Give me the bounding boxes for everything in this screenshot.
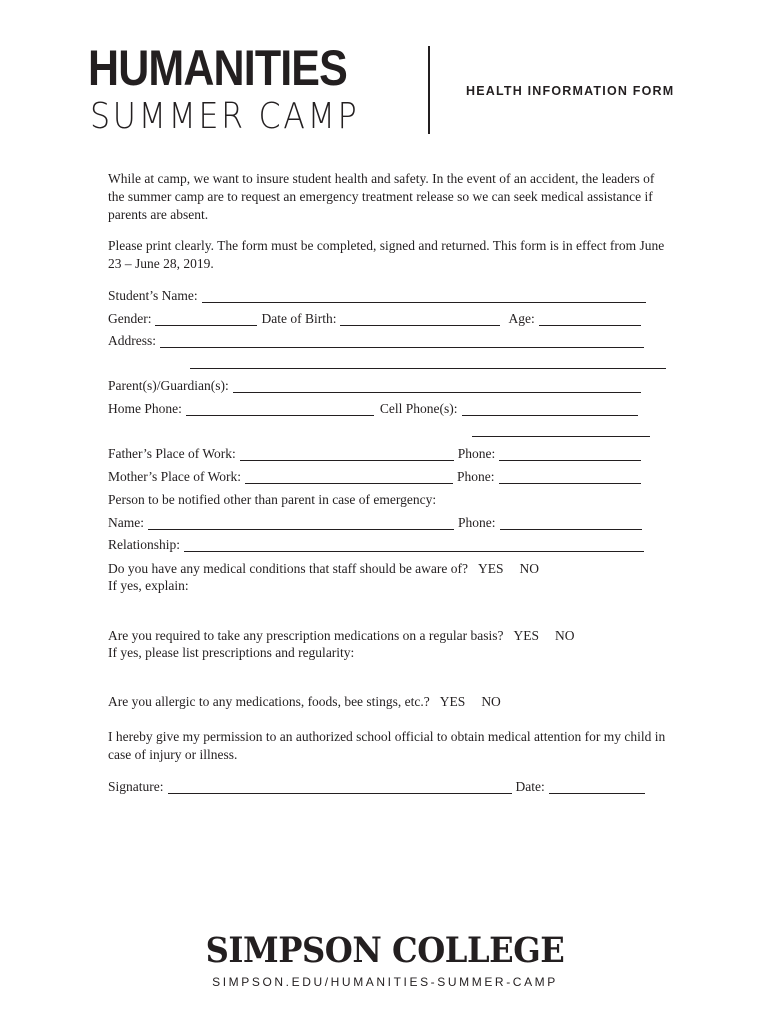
permission-block xyxy=(108,728,668,764)
student-name-field[interactable] xyxy=(202,289,646,303)
address-row xyxy=(108,332,648,350)
signature-field[interactable] xyxy=(168,780,512,794)
prescriptions-no[interactable]: NO xyxy=(555,628,575,643)
prescriptions-question: Are you required to take any prescription medications on a regular basis? xyxy=(108,628,504,643)
intro-text xyxy=(108,170,668,273)
intro-paragraph-1: While at camp, we want to insure student health and safety. In the event of an accident, the leaders of the summer camp are to request an emergency treatment release so we can seek medical assistance if parents are absent. xyxy=(108,171,655,222)
guardians-label: Parent(s)/Guardian(s): xyxy=(108,378,229,393)
address-field-line2[interactable] xyxy=(190,355,666,369)
guardians-row xyxy=(108,377,645,395)
permission-text: I hereby give my permission to an authorized school official to obtain medical attention for my child in case of injury or illness. xyxy=(108,729,666,762)
camp-title-line2: SUMMER CAMP xyxy=(90,96,360,137)
medical-conditions-question: Do you have any medical conditions that staff should be aware of? xyxy=(108,561,469,576)
allergies-row xyxy=(108,693,501,711)
cell-phone-field-2[interactable] xyxy=(472,423,650,437)
emergency-heading-row xyxy=(108,491,436,509)
student-name-row xyxy=(108,287,650,305)
father-phone-label: Phone: xyxy=(457,446,496,461)
cell-phone-row-2 xyxy=(468,423,654,439)
emergency-name-row xyxy=(108,514,646,532)
intro-paragraph-2: Please print clearly. The form must be completed, signed and returned. This form is in effect from June 23 – June 28, 2019. xyxy=(108,238,665,271)
camp-title-line1: HUMANITIES xyxy=(88,40,347,96)
guardians-field[interactable] xyxy=(233,379,641,393)
relationship-row xyxy=(108,536,648,554)
cell-phone-label: Cell Phone(s): xyxy=(379,401,458,416)
age-label: Age: xyxy=(508,311,535,326)
medical-conditions-row xyxy=(108,560,539,578)
prescriptions-yes[interactable]: YES xyxy=(513,628,540,643)
medical-explain-row xyxy=(108,577,189,595)
header-divider xyxy=(428,46,430,134)
mother-work-row xyxy=(108,468,645,486)
mother-work-field[interactable] xyxy=(245,470,453,484)
allergies-yes[interactable]: YES xyxy=(439,694,466,709)
father-work-field[interactable] xyxy=(240,447,454,461)
medical-conditions-no[interactable]: NO xyxy=(519,561,540,576)
emergency-phone-field[interactable] xyxy=(500,516,642,530)
emergency-name-field[interactable] xyxy=(148,516,454,530)
gender-label: Gender: xyxy=(108,311,152,326)
form-title: HEALTH INFORMATION FORM xyxy=(466,84,675,98)
father-work-row xyxy=(108,445,645,463)
home-phone-label: Home Phone: xyxy=(108,401,182,416)
dob-label: Date of Birth: xyxy=(261,311,337,326)
prescriptions-row xyxy=(108,627,575,645)
prescriptions-list-row xyxy=(108,644,354,662)
signature-row xyxy=(108,778,649,796)
medical-explain-label: If yes, explain: xyxy=(108,578,189,593)
relationship-label: Relationship: xyxy=(108,537,180,552)
dob-field[interactable] xyxy=(340,312,500,326)
home-phone-field[interactable] xyxy=(186,402,374,416)
prescriptions-list-label: If yes, please list prescriptions and regularity: xyxy=(108,645,355,660)
address-row-2 xyxy=(186,355,670,371)
mother-phone-field[interactable] xyxy=(499,470,641,484)
father-work-label: Father’s Place of Work: xyxy=(108,446,236,461)
date-label: Date: xyxy=(515,779,545,794)
student-name-label: Student’s Name: xyxy=(108,288,198,303)
allergies-no[interactable]: NO xyxy=(481,694,501,709)
college-name: SIMPSON COLLEGE xyxy=(205,930,565,971)
relationship-field[interactable] xyxy=(184,538,644,552)
phones-row xyxy=(108,400,642,418)
signature-label: Signature: xyxy=(108,779,164,794)
address-field-line1[interactable] xyxy=(160,334,644,348)
emergency-name-label: Name: xyxy=(108,515,144,530)
address-label: Address: xyxy=(108,333,156,348)
gender-field[interactable] xyxy=(155,312,257,326)
date-field[interactable] xyxy=(549,780,645,794)
gender-dob-age-row xyxy=(108,310,645,328)
medical-conditions-yes[interactable]: YES xyxy=(478,561,504,576)
emergency-phone-label: Phone: xyxy=(458,515,496,530)
age-field[interactable] xyxy=(539,312,641,326)
father-phone-field[interactable] xyxy=(499,447,641,461)
mother-work-label: Mother’s Place of Work: xyxy=(108,469,242,484)
emergency-heading: Person to be notified other than parent in case of emergency: xyxy=(108,492,437,507)
cell-phone-field[interactable] xyxy=(462,402,638,416)
allergies-question: Are you allergic to any medications, foods, bee stings, etc.? xyxy=(108,694,430,709)
college-url: SIMPSON.EDU/HUMANITIES-SUMMER-CAMP xyxy=(212,975,558,989)
mother-phone-label: Phone: xyxy=(457,469,495,484)
